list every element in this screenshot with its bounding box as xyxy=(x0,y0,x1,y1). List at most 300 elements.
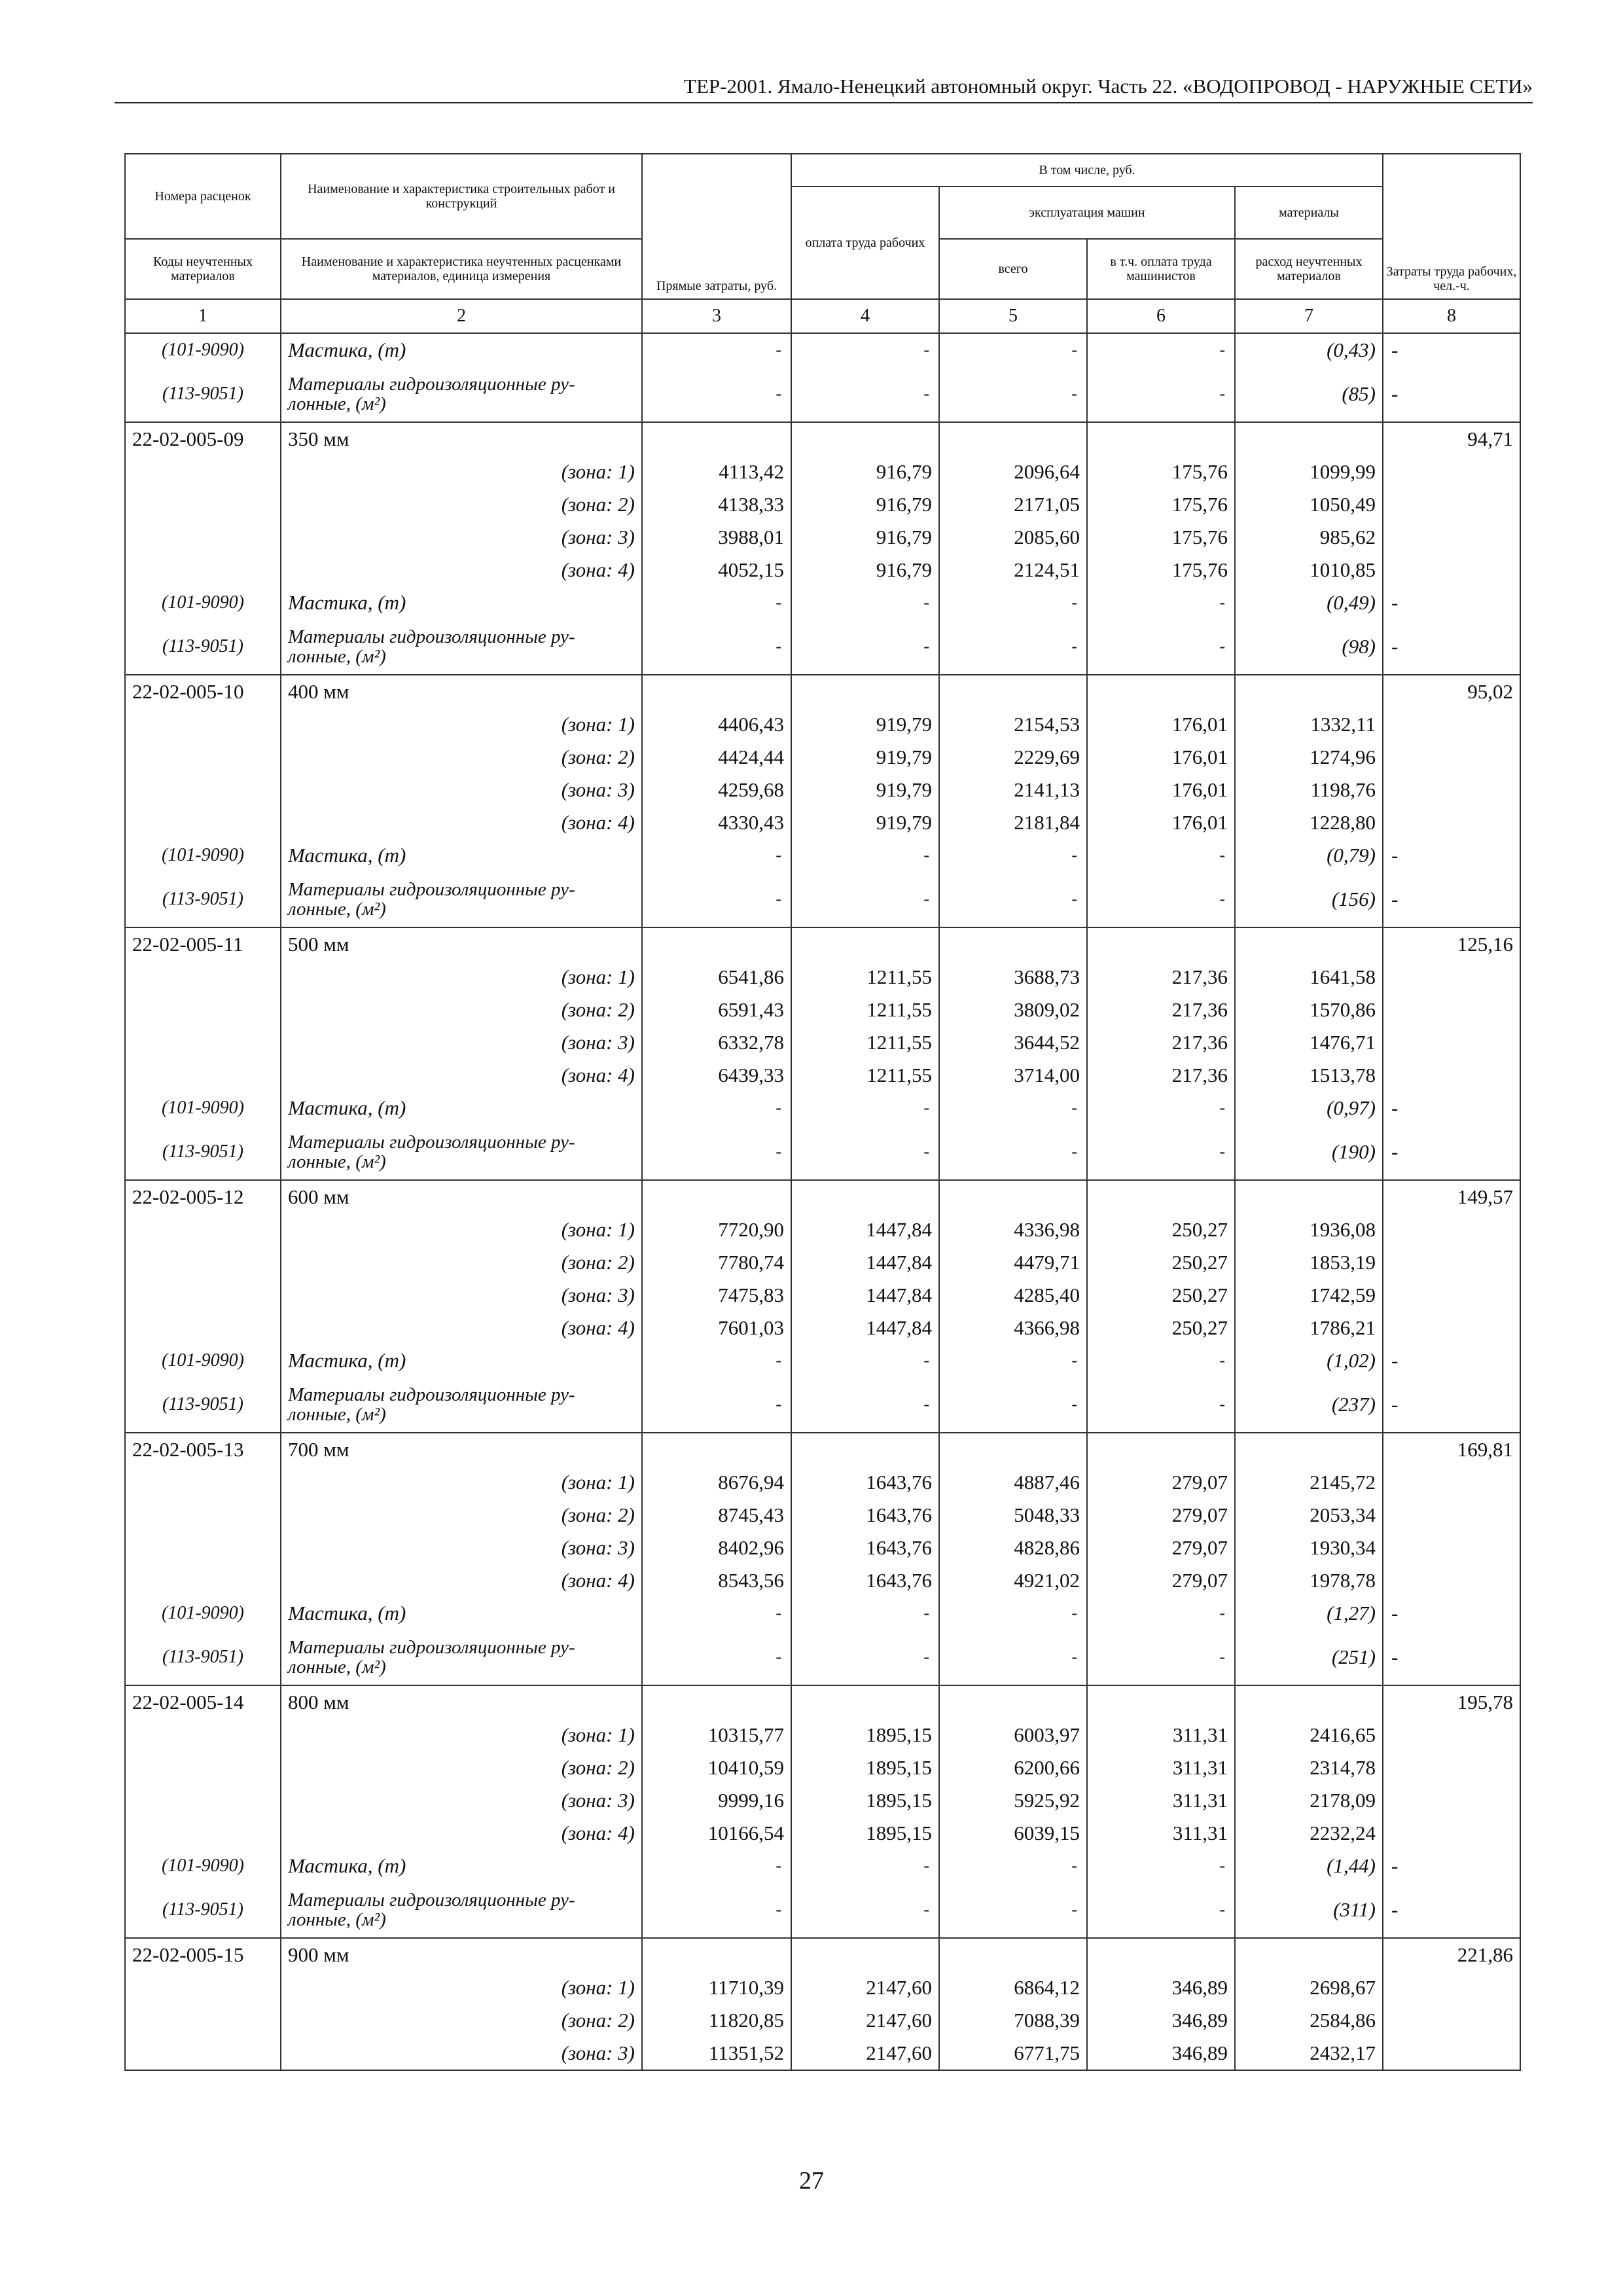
worker-pay: 1895,15 xyxy=(791,1719,939,1751)
materials-cost: 2314,78 xyxy=(1235,1751,1383,1784)
empty-cell xyxy=(791,1180,939,1213)
material-consumption: (251) xyxy=(1235,1630,1383,1685)
materials-cost: 1228,80 xyxy=(1235,806,1383,839)
empty-cell xyxy=(125,708,281,741)
empty-cell xyxy=(1235,675,1383,708)
direct-cost: 4424,44 xyxy=(642,741,791,774)
material-consumption: (311) xyxy=(1235,1882,1383,1938)
empty-cell xyxy=(1383,1312,1520,1344)
col2-top-header: Наименование и характеристика строительных работ и конструкций xyxy=(281,154,642,239)
empty-cell xyxy=(1383,1213,1520,1246)
empty-cell xyxy=(1235,1938,1383,1971)
worker-pay: 1211,55 xyxy=(791,994,939,1026)
empty-value-dash: - xyxy=(1087,839,1235,872)
empty-cell xyxy=(1383,1059,1520,1092)
material-row-mastic xyxy=(125,839,1520,872)
worker-pay: 1447,84 xyxy=(791,1279,939,1312)
material-consumption: (1,44) xyxy=(1235,1850,1383,1882)
rate-name: 350 мм xyxy=(281,422,642,456)
material-name xyxy=(281,1630,642,1685)
rate-header-row xyxy=(125,927,1520,961)
empty-cell xyxy=(1087,675,1235,708)
zone-label: (зона: 4) xyxy=(281,1059,642,1092)
material-name xyxy=(281,1882,642,1938)
empty-value-dash: - xyxy=(1087,1344,1235,1377)
worker-pay: 916,79 xyxy=(791,554,939,586)
empty-cell xyxy=(1383,806,1520,839)
empty-cell xyxy=(1383,1026,1520,1059)
material-consumption: (98) xyxy=(1235,619,1383,675)
machinist-pay: 250,27 xyxy=(1087,1246,1235,1279)
materials-cost: 2053,34 xyxy=(1235,1499,1383,1532)
empty-cell xyxy=(125,1312,281,1344)
material-name-line: Материалы гидроизоляционные ру- xyxy=(288,374,575,395)
machines-total: 6200,66 xyxy=(939,1751,1087,1784)
labor-dash: - xyxy=(1383,619,1520,675)
direct-cost: 4052,15 xyxy=(642,554,791,586)
material-row-rolled xyxy=(125,1630,1520,1685)
empty-value-dash: - xyxy=(939,586,1087,619)
empty-cell xyxy=(125,961,281,994)
empty-value-dash: - xyxy=(1087,1630,1235,1685)
machinist-pay: 250,27 xyxy=(1087,1312,1235,1344)
machines-total: 3688,73 xyxy=(939,961,1087,994)
column-number: 5 xyxy=(939,299,1087,333)
labor-cost: 169,81 xyxy=(1383,1433,1520,1466)
rate-code: 22-02-005-12 xyxy=(125,1180,281,1213)
worker-pay: 1643,76 xyxy=(791,1466,939,1499)
zone-label: (зона: 4) xyxy=(281,1312,642,1344)
material-code: (101-9090) xyxy=(125,1850,281,1882)
materials-cost: 1099,99 xyxy=(1235,456,1383,488)
empty-value-dash: - xyxy=(1087,1092,1235,1124)
machines-total: 2141,13 xyxy=(939,774,1087,806)
empty-value-dash: - xyxy=(642,619,791,675)
empty-value-dash: - xyxy=(939,1377,1087,1433)
empty-cell xyxy=(125,2037,281,2070)
empty-cell xyxy=(1383,1784,1520,1817)
empty-value-dash: - xyxy=(791,1597,939,1630)
direct-cost: 6439,33 xyxy=(642,1059,791,1092)
column-number: 1 xyxy=(125,299,281,333)
empty-value-dash: - xyxy=(939,839,1087,872)
material-name-line: Материалы гидроизоляционные ру- xyxy=(288,1132,575,1153)
machinist-pay: 279,07 xyxy=(1087,1499,1235,1532)
material-name xyxy=(281,367,642,422)
worker-pay: 916,79 xyxy=(791,456,939,488)
material-name-unit: лонные, (м²) xyxy=(288,1909,386,1930)
column-number: 3 xyxy=(642,299,791,333)
machines-total: 4366,98 xyxy=(939,1312,1087,1344)
empty-cell xyxy=(642,1685,791,1719)
empty-cell xyxy=(642,675,791,708)
empty-value-dash: - xyxy=(642,333,791,367)
col3-header: Прямые затраты, руб. xyxy=(642,154,791,299)
rate-header-row xyxy=(125,422,1520,456)
column-number: 8 xyxy=(1383,299,1520,333)
machines-total: 3714,00 xyxy=(939,1059,1087,1092)
worker-pay: 1895,15 xyxy=(791,1817,939,1850)
material-name: Мастика, (т) xyxy=(281,1092,642,1124)
materials-cost: 2416,65 xyxy=(1235,1719,1383,1751)
materials-cost: 1853,19 xyxy=(1235,1246,1383,1279)
materials-cost: 1274,96 xyxy=(1235,741,1383,774)
rate-code: 22-02-005-13 xyxy=(125,1433,281,1466)
page-number: 27 xyxy=(799,2167,824,2195)
material-code: (101-9090) xyxy=(125,1597,281,1630)
empty-cell xyxy=(939,675,1087,708)
empty-cell xyxy=(1383,521,1520,554)
empty-cell xyxy=(1087,927,1235,961)
machines-total: 6864,12 xyxy=(939,1971,1087,2004)
empty-cell xyxy=(125,806,281,839)
material-name: Мастика, (т) xyxy=(281,839,642,872)
machinist-pay: 311,31 xyxy=(1087,1817,1235,1850)
machines-total: 2171,05 xyxy=(939,488,1087,521)
material-code: (101-9090) xyxy=(125,333,281,367)
worker-pay: 916,79 xyxy=(791,521,939,554)
zone-label: (зона: 4) xyxy=(281,1817,642,1850)
zone-row xyxy=(125,994,1520,1026)
column-number: 6 xyxy=(1087,299,1235,333)
machinist-pay: 311,31 xyxy=(1087,1784,1235,1817)
direct-cost: 9999,16 xyxy=(642,1784,791,1817)
empty-cell xyxy=(1383,1532,1520,1564)
empty-value-dash: - xyxy=(939,1630,1087,1685)
direct-cost: 8676,94 xyxy=(642,1466,791,1499)
worker-pay: 1447,84 xyxy=(791,1312,939,1344)
direct-cost: 7720,90 xyxy=(642,1213,791,1246)
labor-dash: - xyxy=(1383,1597,1520,1630)
zone-label: (зона: 4) xyxy=(281,806,642,839)
empty-cell xyxy=(1383,1466,1520,1499)
empty-cell xyxy=(1383,2004,1520,2037)
direct-cost: 10410,59 xyxy=(642,1751,791,1784)
machines-total: 3809,02 xyxy=(939,994,1087,1026)
machinist-pay: 176,01 xyxy=(1087,741,1235,774)
materials-cost: 2432,17 xyxy=(1235,2037,1383,2070)
empty-value-dash: - xyxy=(939,367,1087,422)
zone-label: (зона: 4) xyxy=(281,554,642,586)
machines-total: 2085,60 xyxy=(939,521,1087,554)
direct-cost: 3988,01 xyxy=(642,521,791,554)
zone-label: (зона: 4) xyxy=(281,1564,642,1597)
material-consumption: (1,27) xyxy=(1235,1597,1383,1630)
empty-value-dash: - xyxy=(1087,367,1235,422)
empty-value-dash: - xyxy=(642,1092,791,1124)
material-name-unit: лонные, (м²) xyxy=(288,393,386,414)
rate-name: 500 мм xyxy=(281,927,642,961)
worker-pay: 919,79 xyxy=(791,774,939,806)
empty-value-dash: - xyxy=(1087,1377,1235,1433)
material-consumption: (237) xyxy=(1235,1377,1383,1433)
material-code: (113-9051) xyxy=(125,1630,281,1685)
worker-pay: 2147,60 xyxy=(791,2004,939,2037)
direct-cost: 4330,43 xyxy=(642,806,791,839)
rate-code: 22-02-005-14 xyxy=(125,1685,281,1719)
col1-bottom-header: Коды неучтенных материалов xyxy=(125,239,281,299)
machines-total: 7088,39 xyxy=(939,2004,1087,2037)
rate-name: 700 мм xyxy=(281,1433,642,1466)
material-code: (113-9051) xyxy=(125,1882,281,1938)
machinist-pay: 250,27 xyxy=(1087,1213,1235,1246)
labor-dash: - xyxy=(1383,839,1520,872)
empty-cell xyxy=(125,456,281,488)
machinist-pay: 346,89 xyxy=(1087,2004,1235,2037)
materials-cost: 2145,72 xyxy=(1235,1466,1383,1499)
empty-cell xyxy=(1383,1817,1520,1850)
material-name-line: Материалы гидроизоляционные ру- xyxy=(288,1890,575,1910)
empty-cell xyxy=(125,2004,281,2037)
direct-cost: 10166,54 xyxy=(642,1817,791,1850)
empty-cell xyxy=(125,1784,281,1817)
material-code: (113-9051) xyxy=(125,1124,281,1180)
empty-cell xyxy=(125,1817,281,1850)
empty-cell xyxy=(125,521,281,554)
empty-cell xyxy=(939,1685,1087,1719)
empty-value-dash: - xyxy=(791,1092,939,1124)
worker-pay: 1447,84 xyxy=(791,1213,939,1246)
empty-value-dash: - xyxy=(791,619,939,675)
direct-cost: 8543,56 xyxy=(642,1564,791,1597)
zone-row xyxy=(125,1784,1520,1817)
empty-value-dash: - xyxy=(939,1597,1087,1630)
machines-total: 6039,15 xyxy=(939,1817,1087,1850)
zone-row xyxy=(125,1213,1520,1246)
machines-total: 4285,40 xyxy=(939,1279,1087,1312)
empty-cell xyxy=(1087,1938,1235,1971)
zone-label: (зона: 3) xyxy=(281,1026,642,1059)
material-consumption: (85) xyxy=(1235,367,1383,422)
machines-total: 4336,98 xyxy=(939,1213,1087,1246)
machinist-pay: 175,76 xyxy=(1087,521,1235,554)
material-name-unit: лонные, (м²) xyxy=(288,646,386,667)
machinist-pay: 311,31 xyxy=(1087,1751,1235,1784)
material-name-unit: лонные, (м²) xyxy=(288,1151,386,1172)
zone-row xyxy=(125,1312,1520,1344)
empty-cell xyxy=(791,675,939,708)
machines-total: 6003,97 xyxy=(939,1719,1087,1751)
empty-cell xyxy=(1087,1685,1235,1719)
empty-value-dash: - xyxy=(791,1344,939,1377)
empty-cell xyxy=(939,422,1087,456)
machinist-pay: 311,31 xyxy=(1087,1719,1235,1751)
machines-total: 4887,46 xyxy=(939,1466,1087,1499)
material-row-rolled xyxy=(125,619,1520,675)
direct-cost: 6541,86 xyxy=(642,961,791,994)
empty-value-dash: - xyxy=(642,1850,791,1882)
empty-cell xyxy=(1383,488,1520,521)
empty-cell xyxy=(1087,1433,1235,1466)
material-consumption: (1,02) xyxy=(1235,1344,1383,1377)
empty-cell xyxy=(791,1433,939,1466)
empty-cell xyxy=(1383,1279,1520,1312)
labor-cost: 95,02 xyxy=(1383,675,1520,708)
empty-value-dash: - xyxy=(642,1630,791,1685)
machines-total: 5048,33 xyxy=(939,1499,1087,1532)
material-name xyxy=(281,1377,642,1433)
zone-row xyxy=(125,521,1520,554)
material-consumption: (190) xyxy=(1235,1124,1383,1180)
zone-row xyxy=(125,1564,1520,1597)
col7-header: расход неучтенных материалов xyxy=(1235,239,1383,299)
empty-value-dash: - xyxy=(1087,586,1235,619)
worker-pay: 1447,84 xyxy=(791,1246,939,1279)
machines-total: 2181,84 xyxy=(939,806,1087,839)
empty-value-dash: - xyxy=(1087,333,1235,367)
rate-name: 800 мм xyxy=(281,1685,642,1719)
empty-value-dash: - xyxy=(791,586,939,619)
empty-cell xyxy=(1383,961,1520,994)
machinist-pay: 217,36 xyxy=(1087,1059,1235,1092)
zone-row xyxy=(125,1532,1520,1564)
labor-cost: 94,71 xyxy=(1383,422,1520,456)
materials-cost: 1936,08 xyxy=(1235,1213,1383,1246)
worker-pay: 1643,76 xyxy=(791,1564,939,1597)
empty-cell xyxy=(1383,1971,1520,2004)
empty-value-dash: - xyxy=(791,1850,939,1882)
material-code: (101-9090) xyxy=(125,839,281,872)
machines-total: 5925,92 xyxy=(939,1784,1087,1817)
machines-total: 2124,51 xyxy=(939,554,1087,586)
empty-cell xyxy=(791,1938,939,1971)
empty-cell xyxy=(125,1971,281,2004)
material-name xyxy=(281,619,642,675)
empty-cell xyxy=(125,1532,281,1564)
direct-cost: 8402,96 xyxy=(642,1532,791,1564)
empty-cell xyxy=(1383,708,1520,741)
empty-cell xyxy=(939,1938,1087,1971)
material-consumption: (0,49) xyxy=(1235,586,1383,619)
empty-cell xyxy=(125,1719,281,1751)
direct-cost: 11710,39 xyxy=(642,1971,791,2004)
rate-code: 22-02-005-10 xyxy=(125,675,281,708)
machines-total: 2154,53 xyxy=(939,708,1087,741)
column-number: 2 xyxy=(281,299,642,333)
machinist-pay: 176,01 xyxy=(1087,806,1235,839)
direct-cost: 4259,68 xyxy=(642,774,791,806)
empty-cell xyxy=(125,774,281,806)
empty-cell xyxy=(1087,1180,1235,1213)
materials-cost: 1050,49 xyxy=(1235,488,1383,521)
empty-value-dash: - xyxy=(791,1377,939,1433)
empty-value-dash: - xyxy=(791,1630,939,1685)
empty-value-dash: - xyxy=(791,872,939,927)
direct-cost: 11351,52 xyxy=(642,2037,791,2070)
rate-code: 22-02-005-09 xyxy=(125,422,281,456)
zone-label: (зона: 2) xyxy=(281,2004,642,2037)
col4-header: оплата труда рабочих xyxy=(791,187,939,299)
machinist-pay: 217,36 xyxy=(1087,994,1235,1026)
material-row-mastic xyxy=(125,1092,1520,1124)
labor-cost: 125,16 xyxy=(1383,927,1520,961)
material-name-line: Материалы гидроизоляционные ру- xyxy=(288,1384,575,1405)
direct-cost: 4138,33 xyxy=(642,488,791,521)
material-row-rolled xyxy=(125,1377,1520,1433)
worker-pay: 1643,76 xyxy=(791,1532,939,1564)
empty-value-dash: - xyxy=(939,1850,1087,1882)
material-consumption: (0,43) xyxy=(1235,333,1383,367)
group-header: В том числе, руб. xyxy=(791,154,1383,187)
empty-value-dash: - xyxy=(939,1344,1087,1377)
direct-cost: 7601,03 xyxy=(642,1312,791,1344)
material-name-line: Материалы гидроизоляционные ру- xyxy=(288,1637,575,1658)
empty-value-dash: - xyxy=(642,1377,791,1433)
zone-row xyxy=(125,456,1520,488)
empty-cell xyxy=(791,927,939,961)
material-row-mastic xyxy=(125,1850,1520,1882)
labor-dash: - xyxy=(1383,1124,1520,1180)
zone-row xyxy=(125,1817,1520,1850)
worker-pay: 916,79 xyxy=(791,488,939,521)
worker-pay: 919,79 xyxy=(791,741,939,774)
empty-cell xyxy=(125,1213,281,1246)
worker-pay: 1895,15 xyxy=(791,1751,939,1784)
empty-value-dash: - xyxy=(791,1124,939,1180)
empty-value-dash: - xyxy=(642,872,791,927)
worker-pay: 2147,60 xyxy=(791,2037,939,2070)
material-code: (113-9051) xyxy=(125,619,281,675)
col8-header: Затраты труда рабочих, чел.-ч. xyxy=(1383,154,1520,299)
empty-cell xyxy=(1235,422,1383,456)
zone-label: (зона: 3) xyxy=(281,1279,642,1312)
direct-cost: 4406,43 xyxy=(642,708,791,741)
col5-header: всего xyxy=(939,239,1087,299)
machines-total: 2096,64 xyxy=(939,456,1087,488)
empty-cell xyxy=(791,1685,939,1719)
empty-cell xyxy=(642,927,791,961)
empty-cell xyxy=(939,927,1087,961)
zone-row xyxy=(125,1246,1520,1279)
material-name-unit: лонные, (м²) xyxy=(288,1657,386,1677)
column-number: 4 xyxy=(791,299,939,333)
zone-label: (зона: 3) xyxy=(281,521,642,554)
worker-pay: 1895,15 xyxy=(791,1784,939,1817)
zone-label: (зона: 2) xyxy=(281,488,642,521)
empty-value-dash: - xyxy=(1087,1882,1235,1938)
machines-total: 3644,52 xyxy=(939,1026,1087,1059)
zone-row xyxy=(125,806,1520,839)
labor-dash: - xyxy=(1383,1377,1520,1433)
zone-label: (зона: 3) xyxy=(281,1784,642,1817)
machinist-pay: 175,76 xyxy=(1087,554,1235,586)
empty-cell xyxy=(125,1564,281,1597)
material-row-rolled xyxy=(125,1882,1520,1938)
worker-pay: 919,79 xyxy=(791,806,939,839)
empty-value-dash: - xyxy=(939,872,1087,927)
empty-cell xyxy=(1383,741,1520,774)
empty-cell xyxy=(939,1180,1087,1213)
col6-header: в т.ч. оплата труда машинистов xyxy=(1087,239,1235,299)
labor-cost: 195,78 xyxy=(1383,1685,1520,1719)
material-code: (101-9090) xyxy=(125,586,281,619)
machinist-pay: 346,89 xyxy=(1087,2037,1235,2070)
labor-dash: - xyxy=(1383,1850,1520,1882)
machinist-pay: 250,27 xyxy=(1087,1279,1235,1312)
empty-cell xyxy=(1087,422,1235,456)
zone-row xyxy=(125,708,1520,741)
machinist-pay: 346,89 xyxy=(1087,1971,1235,2004)
rate-code: 22-02-005-15 xyxy=(125,1938,281,1971)
direct-cost: 8745,43 xyxy=(642,1499,791,1532)
labor-dash: - xyxy=(1383,333,1520,367)
material-name xyxy=(281,872,642,927)
materials-cost: 2584,86 xyxy=(1235,2004,1383,2037)
material-row-rolled xyxy=(125,1124,1520,1180)
material-row-mastic xyxy=(125,333,1520,367)
rate-header-row xyxy=(125,1433,1520,1466)
zone-row xyxy=(125,1751,1520,1784)
